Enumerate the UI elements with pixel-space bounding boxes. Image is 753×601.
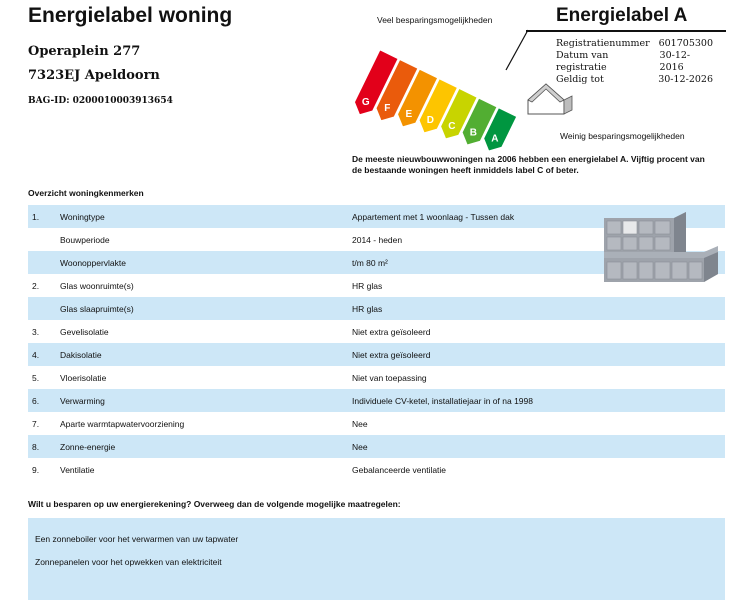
row-label: Ventilatie	[60, 464, 95, 475]
address-street: Operaplein 277	[28, 44, 141, 59]
label-pointer-line	[500, 28, 560, 78]
registration-value: 30-12-2016	[659, 50, 691, 73]
table-row	[28, 435, 725, 458]
registration-key: Registratienummer	[556, 38, 650, 49]
row-number: 1.	[32, 211, 40, 222]
row-label: Glas slaapruimte(s)	[60, 303, 134, 314]
table-row	[28, 389, 725, 412]
row-number: 3.	[32, 326, 40, 337]
row-value: Individuele CV-ketel, installatiejaar in of na 1998	[352, 395, 533, 406]
house-icon	[528, 84, 572, 114]
apartment-icon	[604, 212, 722, 282]
row-value: Nee	[352, 441, 368, 452]
registration-key: Datum van registratie	[556, 50, 609, 73]
row-value: Nee	[352, 418, 368, 429]
row-value: t/m 80 m²	[352, 257, 388, 268]
row-number: 7.	[32, 418, 40, 429]
row-label: Glas woonruimte(s)	[60, 280, 134, 291]
row-label: Aparte warmtapwatervoorziening	[60, 418, 185, 429]
table-row	[28, 297, 725, 320]
energy-class-letter: F	[384, 103, 391, 115]
row-number: 9.	[32, 464, 40, 475]
advice-title: Wilt u besparen op uw energierekening? Overweeg dan de volgende mogelijke maatregelen:	[28, 499, 401, 509]
registration-row	[556, 50, 713, 74]
address-city: 7323EJ Apeldoorn	[28, 68, 160, 83]
row-number: 2.	[32, 280, 40, 291]
row-value: Gebalanceerde ventilatie	[352, 464, 447, 475]
row-value: Niet extra geïsoleerd	[352, 326, 431, 337]
energy-class-letter: E	[405, 109, 413, 121]
row-label: Woningtype	[60, 211, 105, 222]
advice-item: Zonnepanelen voor het opwekken van elektriciteit	[35, 557, 222, 567]
scale-bottom-text: Weinig besparingsmogelijkheden	[560, 131, 685, 141]
label-underline	[526, 30, 726, 32]
energy-class-letter: C	[448, 121, 456, 133]
row-label: Dakisolatie	[60, 349, 102, 360]
row-value: Niet van toepassing	[352, 372, 427, 383]
row-number: 4.	[32, 349, 40, 360]
registration-value: 601705300	[658, 38, 713, 49]
row-label: Bouwperiode	[60, 234, 110, 245]
row-label: Zonne-energie	[60, 441, 116, 452]
table-row	[28, 412, 725, 435]
advice-item: Een zonneboiler voor het verwarmen van uw tapwater	[35, 534, 239, 544]
registration-block	[556, 38, 713, 86]
table-row	[28, 458, 725, 481]
energy-class-letter: G	[361, 97, 370, 109]
energy-class-letter: D	[426, 115, 434, 127]
row-number: 5.	[32, 372, 40, 383]
energy-class-letter: B	[469, 127, 478, 139]
row-value: Appartement met 1 woonlaag - Tussen dak	[352, 211, 515, 222]
row-label: Verwarming	[60, 395, 105, 406]
registration-key: Geldig tot	[556, 74, 604, 85]
row-label: Gevelisolatie	[60, 326, 109, 337]
advice-box	[28, 518, 725, 600]
row-label: Woonoppervlakte	[60, 257, 126, 268]
label-info-text: De meeste nieuwbouwwoningen na 2006 hebben een energielabel A. Vijftig procent van de bestaande woningen heeft inmiddels label C of beter.	[352, 154, 705, 175]
registration-row	[556, 38, 713, 50]
energy-class-letter: A	[491, 133, 499, 145]
row-number: 8.	[32, 441, 40, 452]
row-value: HR glas	[352, 280, 383, 291]
row-value: 2014 - heden	[352, 234, 403, 245]
row-value: Niet extra geïsoleerd	[352, 349, 431, 360]
row-number: 6.	[32, 395, 40, 406]
row-label: Vloerisolatie	[60, 372, 107, 383]
registration-row	[556, 74, 713, 86]
page-title: Energielabel woning	[28, 4, 233, 27]
row-value: HR glas	[352, 303, 383, 314]
table-row	[28, 343, 725, 366]
table-row	[28, 366, 725, 389]
scale-top-text: Veel besparingsmogelijkheden	[377, 15, 493, 25]
table-row	[28, 320, 725, 343]
bag-id: BAG-ID: 0200010003913654	[28, 96, 173, 106]
overview-title: Overzicht woningkenmerken	[28, 188, 144, 198]
registration-value: 30-12-2026	[658, 74, 713, 85]
label-heading: Energielabel A	[556, 5, 688, 26]
